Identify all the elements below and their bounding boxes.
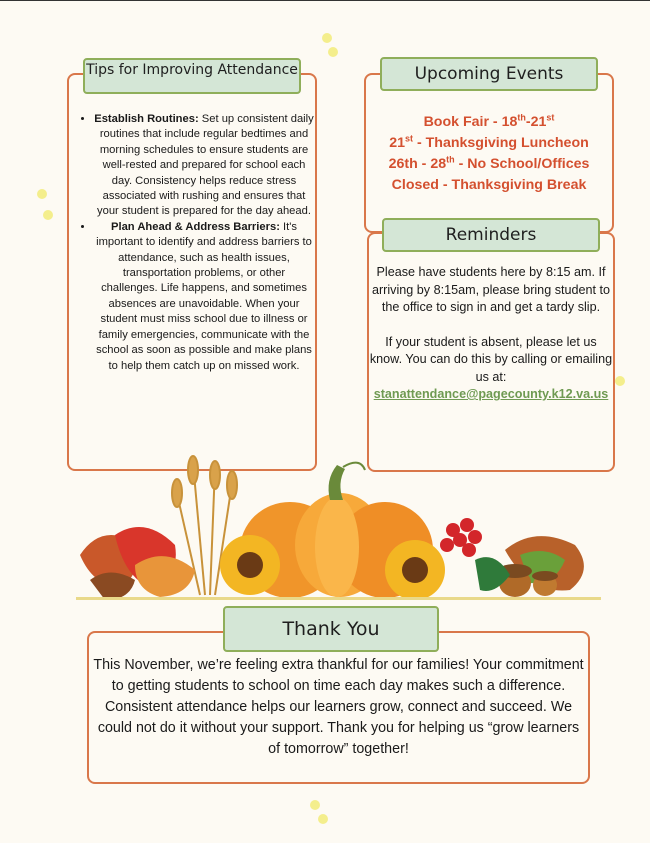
decor-dot — [328, 47, 338, 57]
tip-item — [94, 220, 314, 374]
autumn-decoration — [75, 455, 605, 605]
event-luncheon: 21st - Thanksgiving Luncheon — [389, 133, 589, 151]
tip-text: It's important to identify and address barriers to attendance, such as health issues, transportation problems, or other challenges. Life happens, and sometimes absences are unavoidable. When your student must miss school due to illness or family emergencies, communicate with the school as soon as possible and make plans to help them catch up on missed work. — [96, 220, 312, 372]
decor-dot — [615, 376, 625, 386]
events-list — [364, 112, 614, 196]
tips-list — [76, 112, 314, 374]
tips-title: Tips for Improving Attendance — [83, 58, 301, 94]
reminders-title: Reminders — [382, 218, 600, 252]
left-leaves-icon — [80, 527, 195, 600]
thanks-title: Thank You — [223, 606, 439, 652]
decor-dot — [37, 189, 47, 199]
reminder-absence: If your student is absent, please let us know. You can do this by calling or emailing us at: — [369, 334, 613, 384]
berries-icon — [440, 518, 482, 557]
top-rule — [0, 0, 650, 1]
decor-dot — [43, 210, 53, 220]
event-no-school: 26th - 28th - No School/Offices — [388, 154, 590, 172]
tip-heading: Plan Ahead & Address Barriers: — [111, 220, 280, 233]
decor-dot — [322, 33, 332, 43]
ground-line — [76, 597, 601, 600]
decor-dot — [318, 814, 328, 824]
reminders-text — [368, 264, 614, 404]
acorn-icon — [475, 536, 584, 597]
email-link[interactable]: stanattendance@pagecounty.k12.va.us — [373, 387, 609, 401]
events-title: Upcoming Events — [380, 57, 598, 91]
tip-text: Set up consistent daily routines that include regular bedtimes and morning schedules to ensure students are well-rested and prepared for school each day. Consistency helps reduce stress associated with rushing and ensures that your student is prepared for the day ahead. — [97, 113, 314, 218]
tip-item — [94, 112, 314, 220]
decor-dot — [310, 800, 320, 810]
event-book-fair: Book Fair - 18th-21st — [423, 112, 555, 130]
thanks-body: This November, we’re feeling extra thankful for our families! Your commitment to getting students to school on time each day makes such a difference. Consistent attendance helps our learners grow, connect and succeed. We could not do it without your support. Thank you for helping us “grow learners of tomorrow” together! — [93, 657, 584, 757]
reminder-arrival: Please have students here by 8:15 am. If arriving by 8:15am, please bring student to the office to sign in and get a tardy slip. — [371, 265, 611, 314]
tip-heading: Establish Routines: — [94, 113, 199, 125]
event-closed: Closed - Thanksgiving Break — [391, 177, 587, 193]
